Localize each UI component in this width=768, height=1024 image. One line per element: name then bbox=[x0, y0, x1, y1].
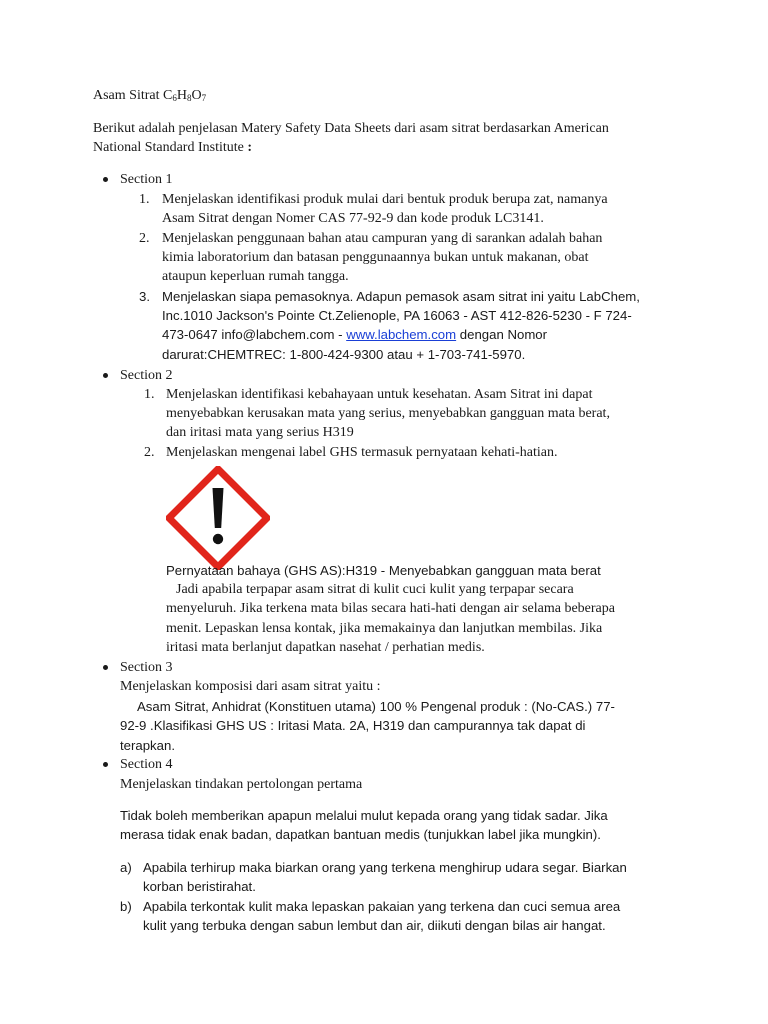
s3-line-1: Menjelaskan komposisi dari asam sitrat yaitu : bbox=[120, 679, 381, 694]
section-4-heading: Section 4 bbox=[120, 757, 173, 772]
s1-item-3-line-2: Inc.1010 Jackson's Pointe Ct.Zelienople, PA 16063 - AST 412-826-5230 - F 724- bbox=[162, 308, 632, 323]
section-2-heading: Section 2 bbox=[120, 368, 173, 383]
list-marker: a) bbox=[120, 860, 132, 875]
list-number: 3. bbox=[139, 289, 150, 304]
s4-subtitle: Menjelaskan tindakan pertolongan pertama bbox=[120, 777, 363, 792]
s3-line-3: 92-9 .Klasifikasi GHS US : Iritasi Mata. 2A, H319 dan campurannya tak dapat di bbox=[120, 718, 586, 733]
bullet-icon bbox=[103, 177, 108, 182]
list-number: 2. bbox=[144, 445, 155, 460]
s1-item-1-line-2: Asam Sitrat dengan Nomer CAS 77-92-9 dan kode produk LC3141. bbox=[162, 211, 544, 226]
s4-item-b-line-2: kulit yang terbuka dengan sabun lembut dan air, diikuti dengan bilas air hangat. bbox=[143, 918, 606, 933]
section-3-heading: Section 3 bbox=[120, 660, 173, 675]
bullet-icon bbox=[103, 762, 108, 767]
s2-item-1-line-2: menyebabkan kerusakan mata yang serius, menyebabkan gangguan mata berat, bbox=[166, 406, 610, 421]
list-number: 2. bbox=[139, 231, 150, 246]
s3-line-4: terapkan. bbox=[120, 738, 175, 753]
s1-item-3-line-4: darurat:CHEMTREC: 1-800-424-9300 atau + 1-703-741-5970. bbox=[162, 347, 526, 362]
s1-item-2-line-2: kimia laboratorium dan batasan penggunaannya bukan untuk makanan, obat bbox=[162, 250, 589, 265]
s2-para-line-4: iritasi mata berlanjut dapatkan nasehat / perhatian medis. bbox=[166, 640, 485, 655]
s3-line-2: Asam Sitrat, Anhidrat (Konstituen utama) 100 % Pengenal produk : (No-CAS.) 77- bbox=[137, 699, 615, 714]
s4-para-line-1: Tidak boleh memberikan apapun melalui mulut kepada orang yang tidak sadar. Jika bbox=[120, 808, 608, 823]
s1-item-2-line-1: Menjelaskan penggunaan bahan atau campuran yang di sarankan adalah bahan bbox=[162, 231, 603, 246]
list-marker: b) bbox=[120, 899, 132, 914]
s2-para-line-1: Jadi apabila terpapar asam sitrat di kulit cuci kulit yang terpapar secara bbox=[176, 582, 574, 597]
s1-item-3-line-1: Menjelaskan siapa pemasoknya. Adapun pemasok asam sitrat ini yaitu LabChem, bbox=[162, 289, 640, 304]
section-1-heading: Section 1 bbox=[120, 172, 173, 187]
s1-item-1-line-1: Menjelaskan identifikasi produk mulai dari bentuk produk berupa zat, namanya bbox=[162, 192, 608, 207]
s2-para-line-3: menit. Lepaskan lensa kontak, jika memakainya dan lanjutkan membilas. Jika bbox=[166, 621, 603, 636]
labchem-link[interactable]: www.labchem.com bbox=[346, 327, 457, 342]
bullet-icon bbox=[103, 373, 108, 378]
hazard-statement: Pernyataan bahaya (GHS AS):H319 - Menyebabkan gangguan mata berat bbox=[166, 563, 601, 578]
s1-item-3-line-3: 473-0647 info@labchem.com - www.labchem.com dengan Nomor bbox=[162, 327, 548, 342]
intro-line-2: National Standard Institute : bbox=[93, 140, 253, 155]
s4-item-a-line-1: Apabila terhirup maka biarkan orang yang terkena menghirup udara segar. Biarkan bbox=[143, 860, 627, 875]
list-number: 1. bbox=[144, 387, 155, 402]
s4-para-line-2: merasa tidak enak badan, dapatkan bantuan medis (tunjukkan label jika mungkin). bbox=[120, 827, 601, 842]
s4-item-b-line-1: Apabila terkontak kulit maka lepaskan pakaian yang terkena dan cuci semua area bbox=[143, 899, 621, 914]
list-number: 1. bbox=[139, 192, 150, 207]
document-title: Asam Sitrat $C_6H_8O_7$ bbox=[93, 88, 207, 103]
ghs-exclamation-pictogram-icon bbox=[166, 466, 270, 570]
bullet-icon bbox=[103, 665, 108, 670]
s2-para-line-2: menyeluruh. Jika terkena mata bilas secara hati-hati dengan air selama beberapa bbox=[166, 601, 615, 616]
s1-item-2-line-3: ataupun keperluan rumah tangga. bbox=[162, 269, 349, 284]
s4-item-a-line-2: korban beristirahat. bbox=[143, 879, 256, 894]
s2-item-1-line-1: Menjelaskan identifikasi kebahayaan untuk kesehatan. Asam Sitrat ini dapat bbox=[166, 387, 593, 402]
s2-item-2-line-1: Menjelaskan mengenai label GHS termasuk pernyataan kehati-hatian. bbox=[166, 445, 558, 460]
intro-line-1: Berikut adalah penjelasan Matery Safety Data Sheets dari asam sitrat berdasarkan American bbox=[93, 121, 609, 136]
s2-item-1-line-3: dan iritasi mata yang serius H319 bbox=[166, 425, 354, 440]
